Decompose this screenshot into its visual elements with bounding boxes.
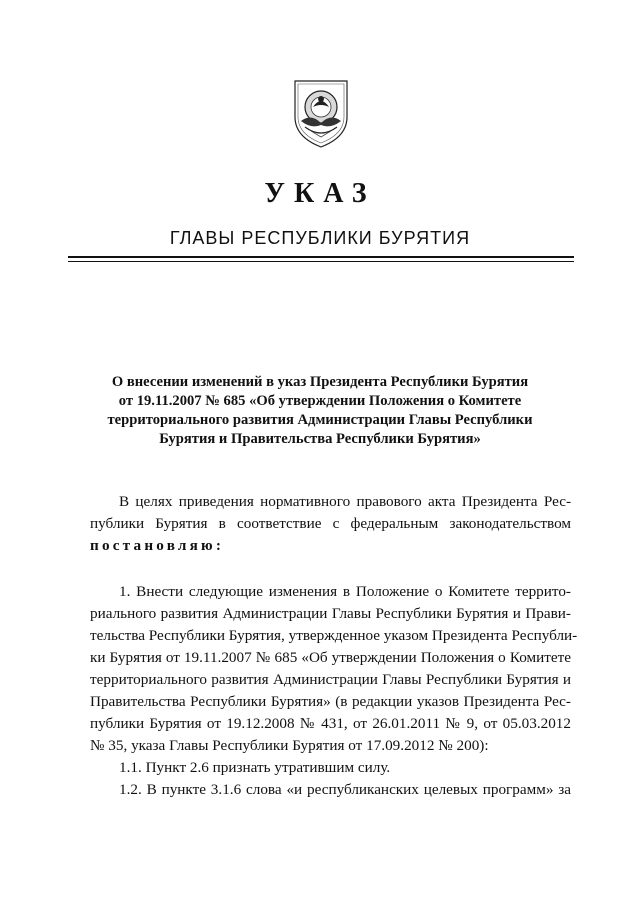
sub-item: 1.1. Пункт 2.6 признать утратившим силу.: [119, 759, 391, 776]
header-rule-thin: [68, 261, 574, 262]
preamble-line: В целях приведения нормативного правового акта Президента Рес-: [119, 493, 571, 510]
heading-line: О внесении изменений в указ Президента Республики Бурятия: [111, 374, 529, 390]
paragraph-line: публики Бурятия от 19.12.2008 № 431, от 26.01.2011 № 9, от 05.03.2012: [90, 715, 571, 732]
decree-subtitle: ГЛАВЫ РЕСПУБЛИКИ БУРЯТИЯ: [169, 228, 471, 248]
heading-line: от 19.11.2007 № 685 «Об утверждении Положения о Комитете: [118, 393, 522, 409]
sub-item: 1.2. В пункте 3.1.6 слова «и республиканских целевых программ» за: [119, 781, 571, 798]
paragraph-line: 1. Внести следующие изменения в Положение о Комитете террито-: [119, 583, 571, 600]
paragraph-line: тельства Республики Бурятия, утвержденное указом Президента Республи-: [90, 627, 578, 644]
paragraph-line: ки Бурятия от 19.11.2007 № 685 «Об утверждении Положения о Комитете: [90, 649, 571, 666]
paragraph-line: № 35, указа Главы Республики Бурятия от 17.09.2012 № 200):: [90, 737, 489, 754]
paragraph-line: риального развития Администрации Главы Республики Бурятия и Прави-: [90, 605, 571, 622]
heading-line: Бурятия и Правительства Республики Бурятия»: [159, 431, 481, 447]
header-rule-thick: [68, 256, 574, 258]
decree-title: УКАЗ: [264, 178, 376, 209]
paragraph-line: Правительства Республики Бурятия» (в редакции указов Президента Рес-: [90, 693, 571, 710]
coat-of-arms-emblem: [289, 77, 353, 149]
document-heading: [95, 373, 545, 449]
preamble-line: публики Бурятия в соответствие с федеральным законодательством: [90, 515, 571, 532]
decree-keyword: постановляю:: [90, 537, 225, 554]
paragraph-line: территориального развития Администрации Главы Республики Бурятия и: [90, 671, 571, 688]
heading-line: территориального развития Администрации Главы Республики: [107, 412, 533, 428]
